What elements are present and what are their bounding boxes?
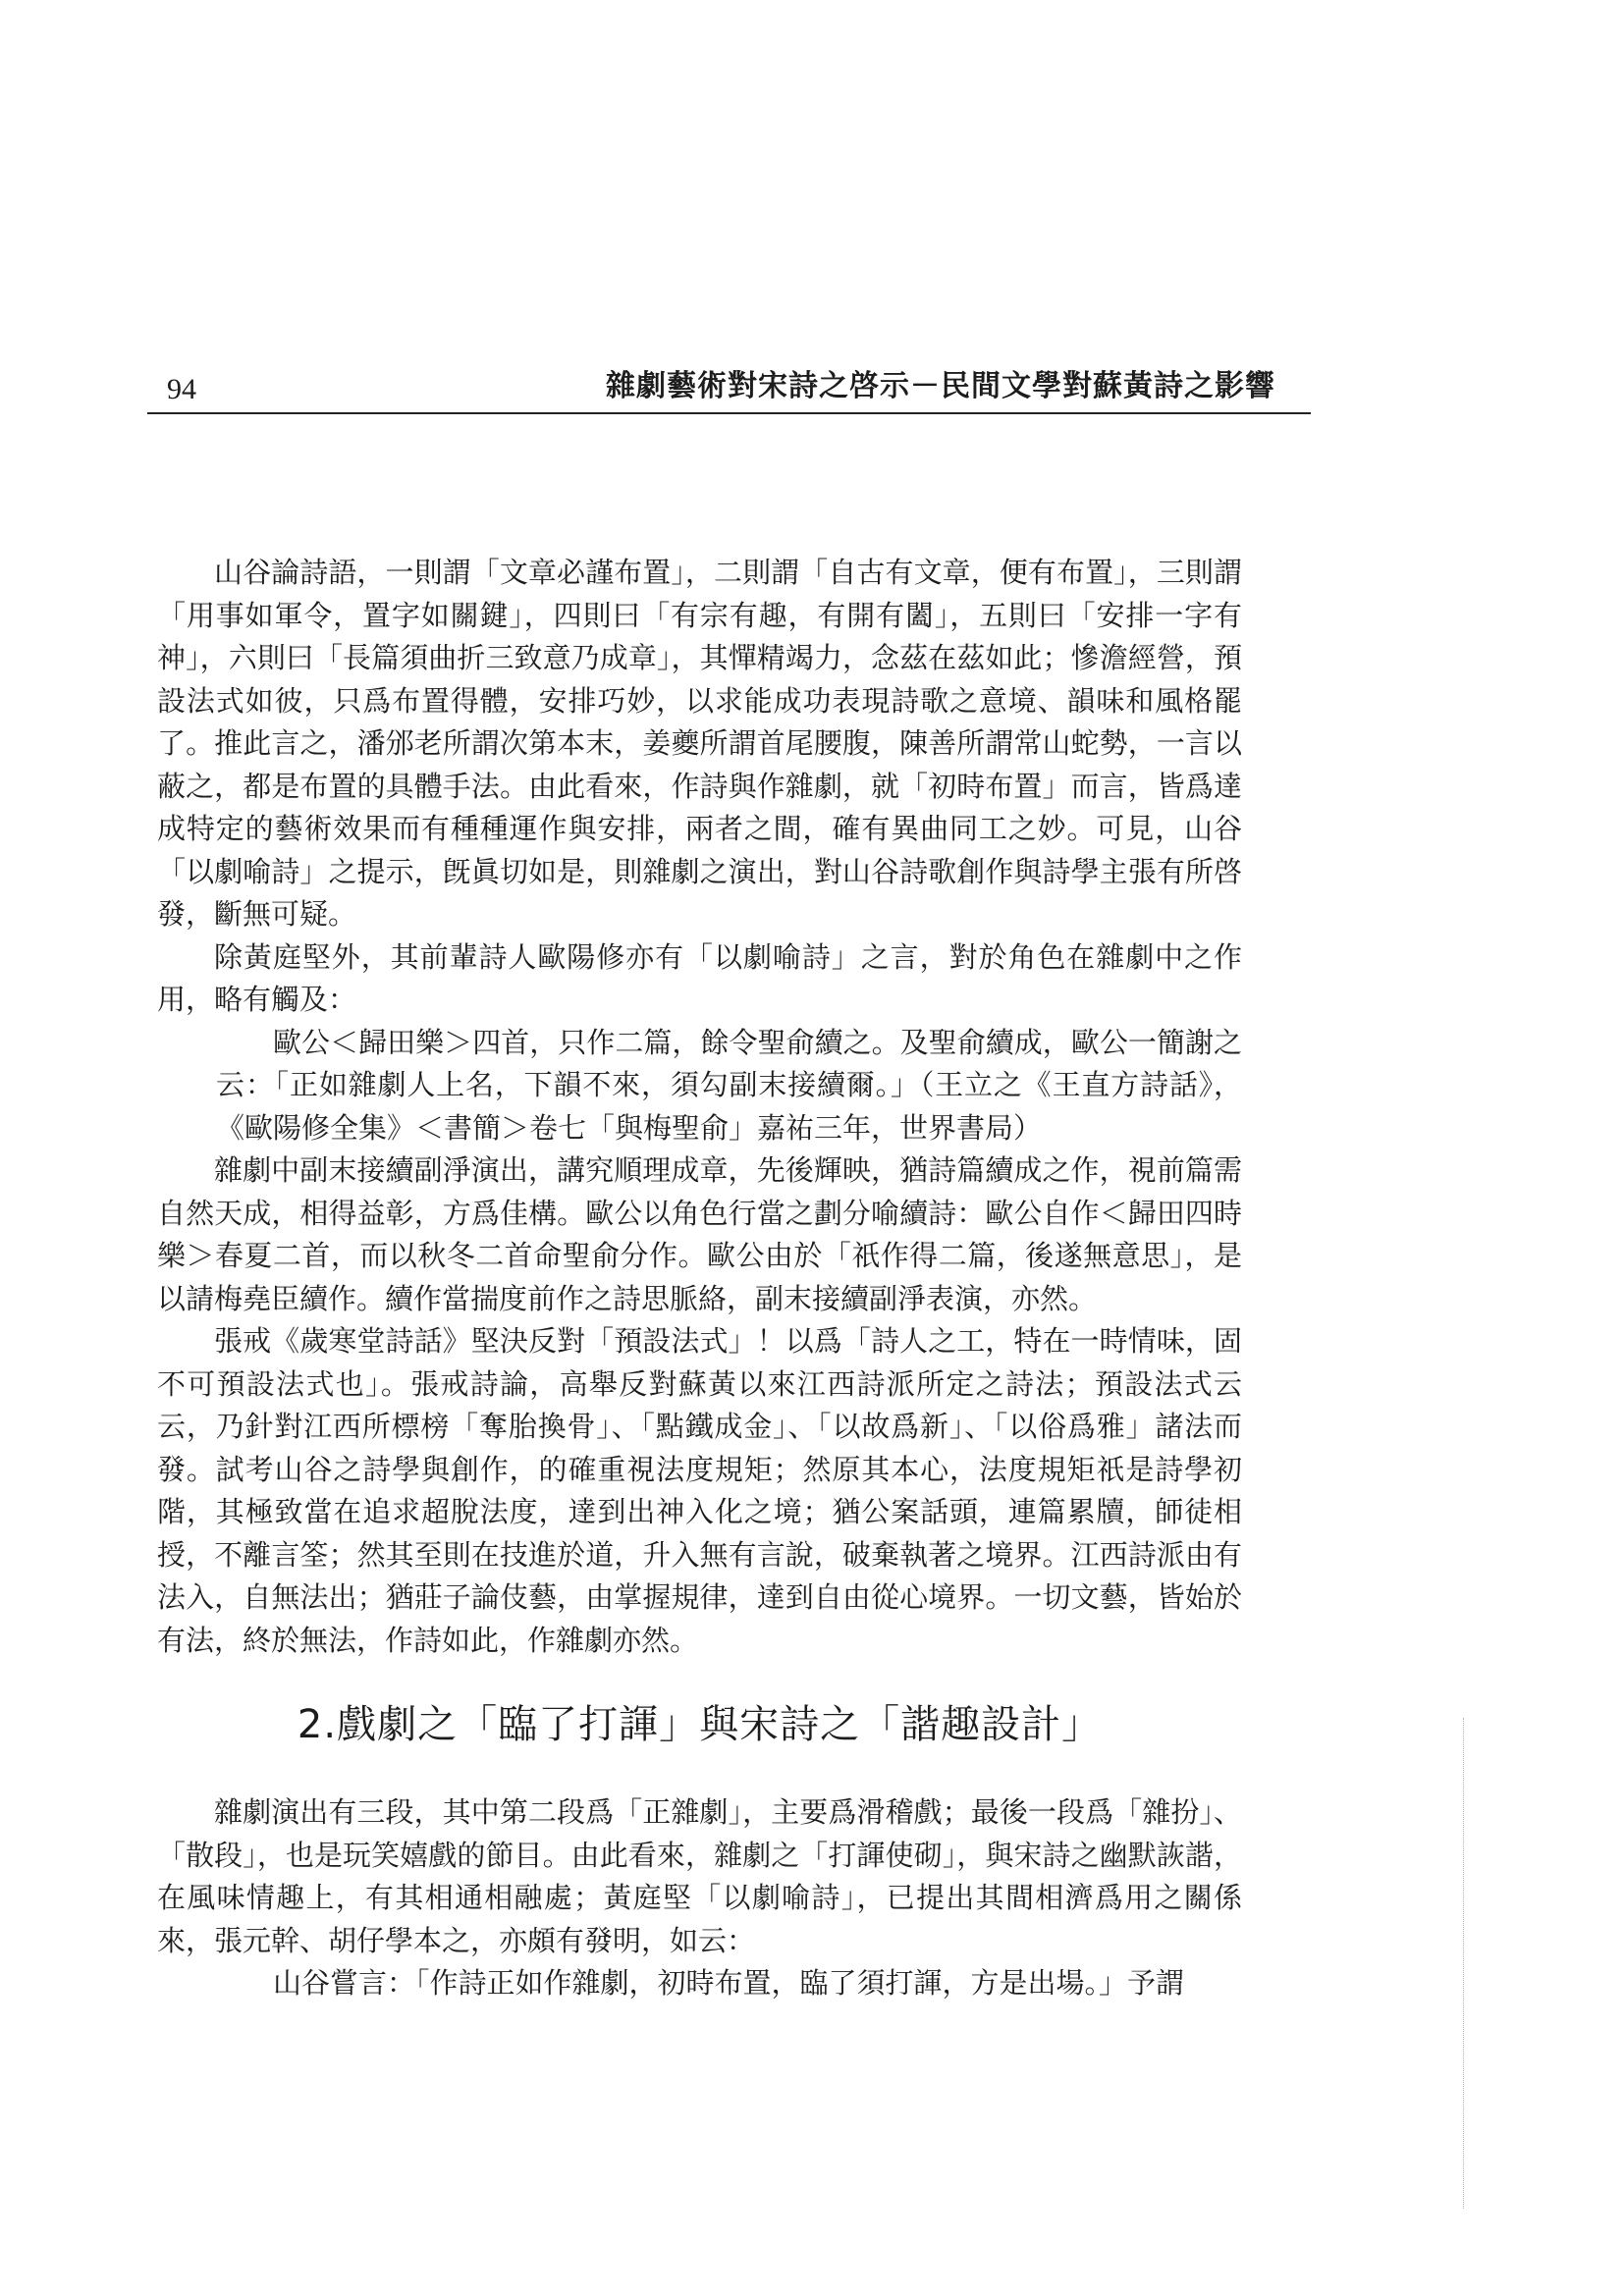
scan-margin-line [1463,1718,1464,2209]
running-title: 雜劇藝術對宋詩之啓示－民間文學對蘇黃詩之影響 [606,369,1275,403]
page-number: 94 [167,373,196,405]
paragraph: 張戒《歲寒堂詩話》堅決反對「預設法式」！以爲「詩人之工，特在一時情味，固不可預設法式也」。張戒詩論，高舉反對蘇黃以來江西詩派所定之詩法；預設法式云云，乃針對江西所標榜「奪胎換骨」、「點鐵成金」、「以故爲新」、「以俗爲雅」諸法而發。試考山谷之詩學與創作，的確重視法度規矩；然原其本心，法度規矩祇是詩學初階，其極致當在追求超脫法度，達到出神入化之境；猶公案話頭，連篇累牘，師徒相授，不離言筌；然其至則在技進於道，升入無有言說，破棄執著之境界。江西詩派由有法入，自無法出；猶莊子論伎藝，由掌握規律，達到自由從心境界。一切文藝，皆始於有法，終於無法，作詩如此，作雜劇亦然。 [157,1324,1242,1657]
block-quote: 歐公＜歸田樂＞四首，只作二篇，餘令聖俞續之。及聖俞續成，歐公一簡謝之云：「正如雜劇人上名，下韻不來，須勾副末接續爾。」（王立之《王直方詩話》，《歐陽修全集》＜書簡＞卷七「與梅聖俞」嘉祐三年，世界書局） [216,1025,1242,1145]
paragraph: 山谷論詩語，一則謂「文章必謹布置」，二則謂「自古有文章，便有布置」，三則謂「用事如軍令，置字如關鍵」，四則曰「有宗有趣，有開有闔」，五則曰「安排一字有神」，六則曰「長篇須曲折三致意乃成章」，其憚精竭力，念茲在茲如此；慘澹經營，預設法式如彼，只爲布置得體，安排巧妙，以求能成功表現詩歌之意境、韻味和風格罷了。推此言之，潘邠老所謂次第本末，姜夔所謂首尾腰腹，陳善所謂常山蛇勢，一言以蔽之，都是布置的具體手法。由此看來，作詩與作雜劇，就「初時布置」而言，皆爲達成特定的藝術效果而有種種運作與安排，兩者之間，確有異曲同工之妙。可見，山谷「以劇喻詩」之提示，旣眞切如是，則雜劇之演出，對山谷詩歌創作與詩學主張有所啓發，斷無可疑。 [157,556,1242,931]
header-rule [147,412,1311,414]
section-heading: 2.戲劇之「臨了打諢」與宋詩之「諧趣設計」 [297,1702,1103,1747]
paragraph: 雜劇中副末接續副淨演出，講究順理成章，先後輝映，猶詩篇續成之作，視前篇需自然天成，相得益彰，方爲佳構。歐公以角色行當之劃分喻續詩：歐公自作＜歸田四時樂＞春夏二首，而以秋冬二首命聖俞分作。歐公由於「祇作得二篇，後遂無意思」，是以請梅堯臣續作。續作當揣度前作之詩思脈絡，副末接續副淨表演，亦然。 [157,1153,1242,1315]
paragraph: 除黃庭堅外，其前輩詩人歐陽修亦有「以劇喻詩」之言，對於角色在雜劇中之作用，略有觸及： [157,939,1242,1016]
paragraph: 雜劇演出有三段，其中第二段爲「正雜劇」，主要爲滑稽戲；最後一段爲「雜扮」、「散段」，也是玩笑嬉戲的節目。由此看來，雜劇之「打諢使砌」，與宋詩之幽默詼諧，在風味情趣上，有其相通相融處；黃庭堅「以劇喻詩」，已提出其間相濟爲用之關係來，張元幹、胡仔學本之，亦頗有發明，如云： [157,1795,1242,1957]
body-text-upper [157,552,1242,1662]
block-quote: 山谷嘗言：「作詩正如作雜劇，初時布置，臨了須打諢，方是出場。」予謂 [273,1966,1185,2000]
body-text-lower [157,1791,1242,2005]
